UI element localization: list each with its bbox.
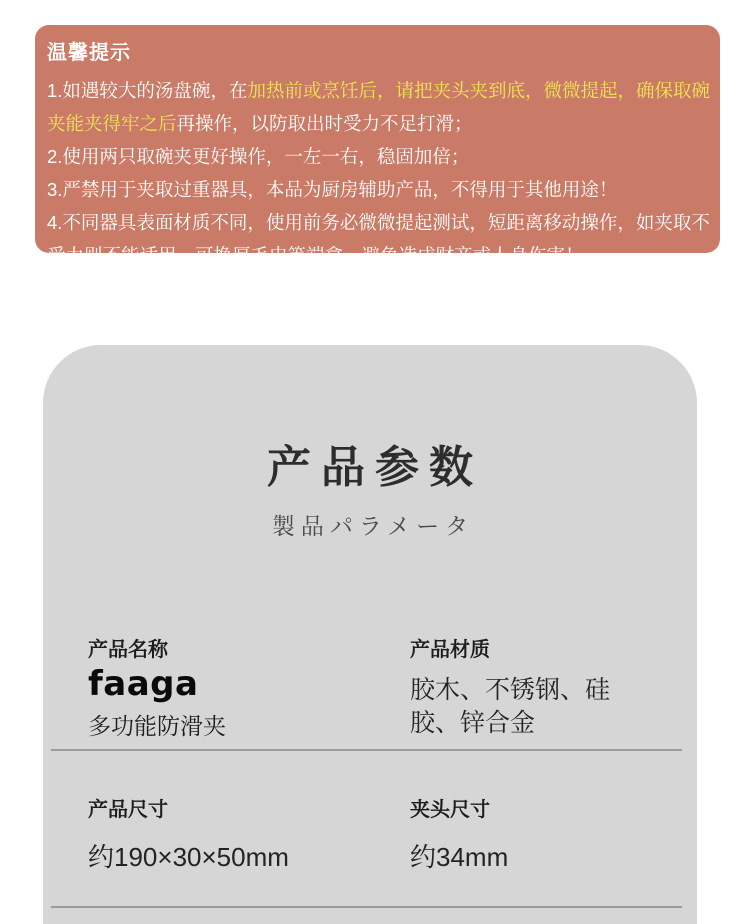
field-clamp-size [410,793,508,874]
clamp-size-label: 夹头尺寸 [410,799,490,821]
notice-item-4 [47,206,710,272]
material-value: 胶木、不锈钢、硅胶、锌合金 [410,676,611,737]
product-size-label: 产品尺寸 [88,799,168,821]
notice-item-1 [47,74,710,140]
field-product-size [88,793,410,874]
product-size-value: 约190×30×50mm [88,842,289,872]
notice-item-3-text: 3.严禁用于夹取过重器具，本品为厨房辅助产品，不得用于其他用途！ [47,179,618,200]
notice-item-1-text: 1.如遇较大的汤盘碗，在 [47,80,248,101]
warm-tips-title: 温馨提示 [47,42,131,64]
product-name-value: 多功能防滑夹 [88,713,226,739]
material-label: 产品材质 [410,639,490,661]
field-material [410,633,618,741]
params-subtitle: 製品パラメータ [271,513,475,539]
field-product-name [88,633,410,741]
params-row-2 [88,793,697,874]
notice-item-2-text: 2.使用两只取碗夹更好操作，一左一右，稳固加倍； [47,146,470,167]
notice-item-3 [47,173,710,206]
params-title: 产品参数 [267,443,483,492]
divider-line [51,749,682,751]
params-row-1 [88,633,697,741]
divider-line [51,906,682,908]
clamp-size-value: 约34mm [410,842,509,872]
notice-item-2 [47,140,710,173]
notice-item-1-text-end: 再操作，以防取出时受力不足打滑； [176,113,473,134]
notice-item-1-highlight: 加热前或烹饪后，请把夹头夹到底，微微提起，确保取碗夹能夹得牢之后 [47,80,710,134]
product-name-label: 产品名称 [88,639,168,661]
product-params-card [43,345,697,924]
warm-tips-panel [35,25,720,266]
notice-item-4-text: 4.不同器具表面材质不同，使用前务必微微提起测试，短距离移动操作，如夹取不受力则不能适用，可换厚毛巾等端拿，避免造成财产或人身伤害！ [47,212,710,266]
brand-logo: faaga [88,664,199,704]
